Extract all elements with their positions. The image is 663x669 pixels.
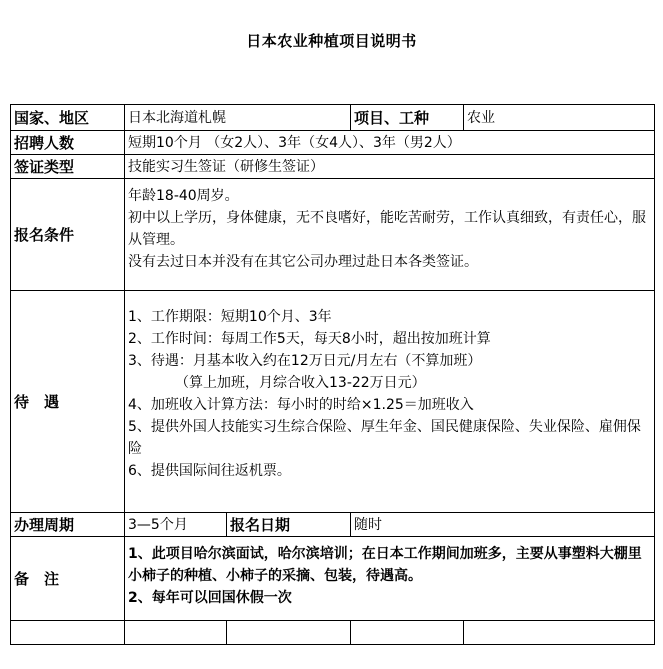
row-country [11,105,655,131]
treatment-line: 4、加班收入计算方法：每小时的时给×1.25＝加班收入 [128,397,474,413]
remarks-value [125,537,655,621]
empty-cell [464,621,655,645]
country-value: 日本北海道札幌 [125,105,351,131]
treatment-line: 1、工作期限：短期10个月、3年 [128,309,332,325]
item-value: 农业 [464,105,655,131]
empty-cell [125,621,227,645]
requirements-label: 报名条件 [11,179,125,291]
remark-line: 1、此项目哈尔滨面试，哈尔滨培训；在日本工作期间加班多，主要从事塑料大棚里小柿子的种植、小柿子的采摘、包装，待遇高。 [128,546,642,584]
row-treatment [11,291,655,513]
row-visa [11,155,655,179]
treatment-line: 5、提供外国人技能实习生综合保险、厚生年金、国民健康保险、失业保险、雇佣保险 [128,419,641,457]
remarks-label: 备 注 [11,537,125,621]
requirement-line: 没有去过日本并没有在其它公司办理过赴日本各类签证。 [128,254,478,270]
requirement-line: 初中以上学历，身体健康，无不良嗜好，能吃苦耐劳，工作认真细致，有责任心，服从管理。 [128,210,646,248]
recruit-label: 招聘人数 [11,131,125,155]
row-recruit [11,131,655,155]
visa-value: 技能实习生签证（研修生签证） [125,155,655,179]
treatment-label: 待 遇 [11,291,125,513]
row-remarks [11,537,655,621]
country-label: 国家、地区 [11,105,125,131]
remark-line: 2、每年可以回国休假一次 [128,590,292,606]
page-title: 日本农业种植项目说明书 [246,32,417,50]
treatment-line: （算上加班，月综合收入13-22万日元） [175,375,426,391]
item-label: 项目、工种 [351,105,464,131]
treatment-line: 3、待遇：月基本收入约在12万日元/月左右（不算加班） [128,353,482,369]
period-label: 办理周期 [11,513,125,537]
deadline-label: 报名日期 [227,513,351,537]
deadline-value: 随时 [351,513,655,537]
requirements-value [125,179,655,291]
row-period [11,513,655,537]
recruit-value: 短期10个月 （女2人）、3年（女4人）、3年（男2人） [125,131,655,155]
empty-cell [227,621,351,645]
row-empty [11,621,655,645]
treatment-line: 6、提供国际间往返机票。 [128,463,291,479]
treatment-line: 2、工作时间：每周工作5天，每天8小时，超出按加班计算 [128,331,491,347]
empty-cell [11,621,125,645]
empty-cell [351,621,464,645]
visa-label: 签证类型 [11,155,125,179]
treatment-value [125,291,655,513]
project-table [10,104,655,645]
row-requirements [11,179,655,291]
requirement-line: 年龄18-40周岁。 [128,188,239,204]
period-value: 3—5个月 [125,513,227,537]
